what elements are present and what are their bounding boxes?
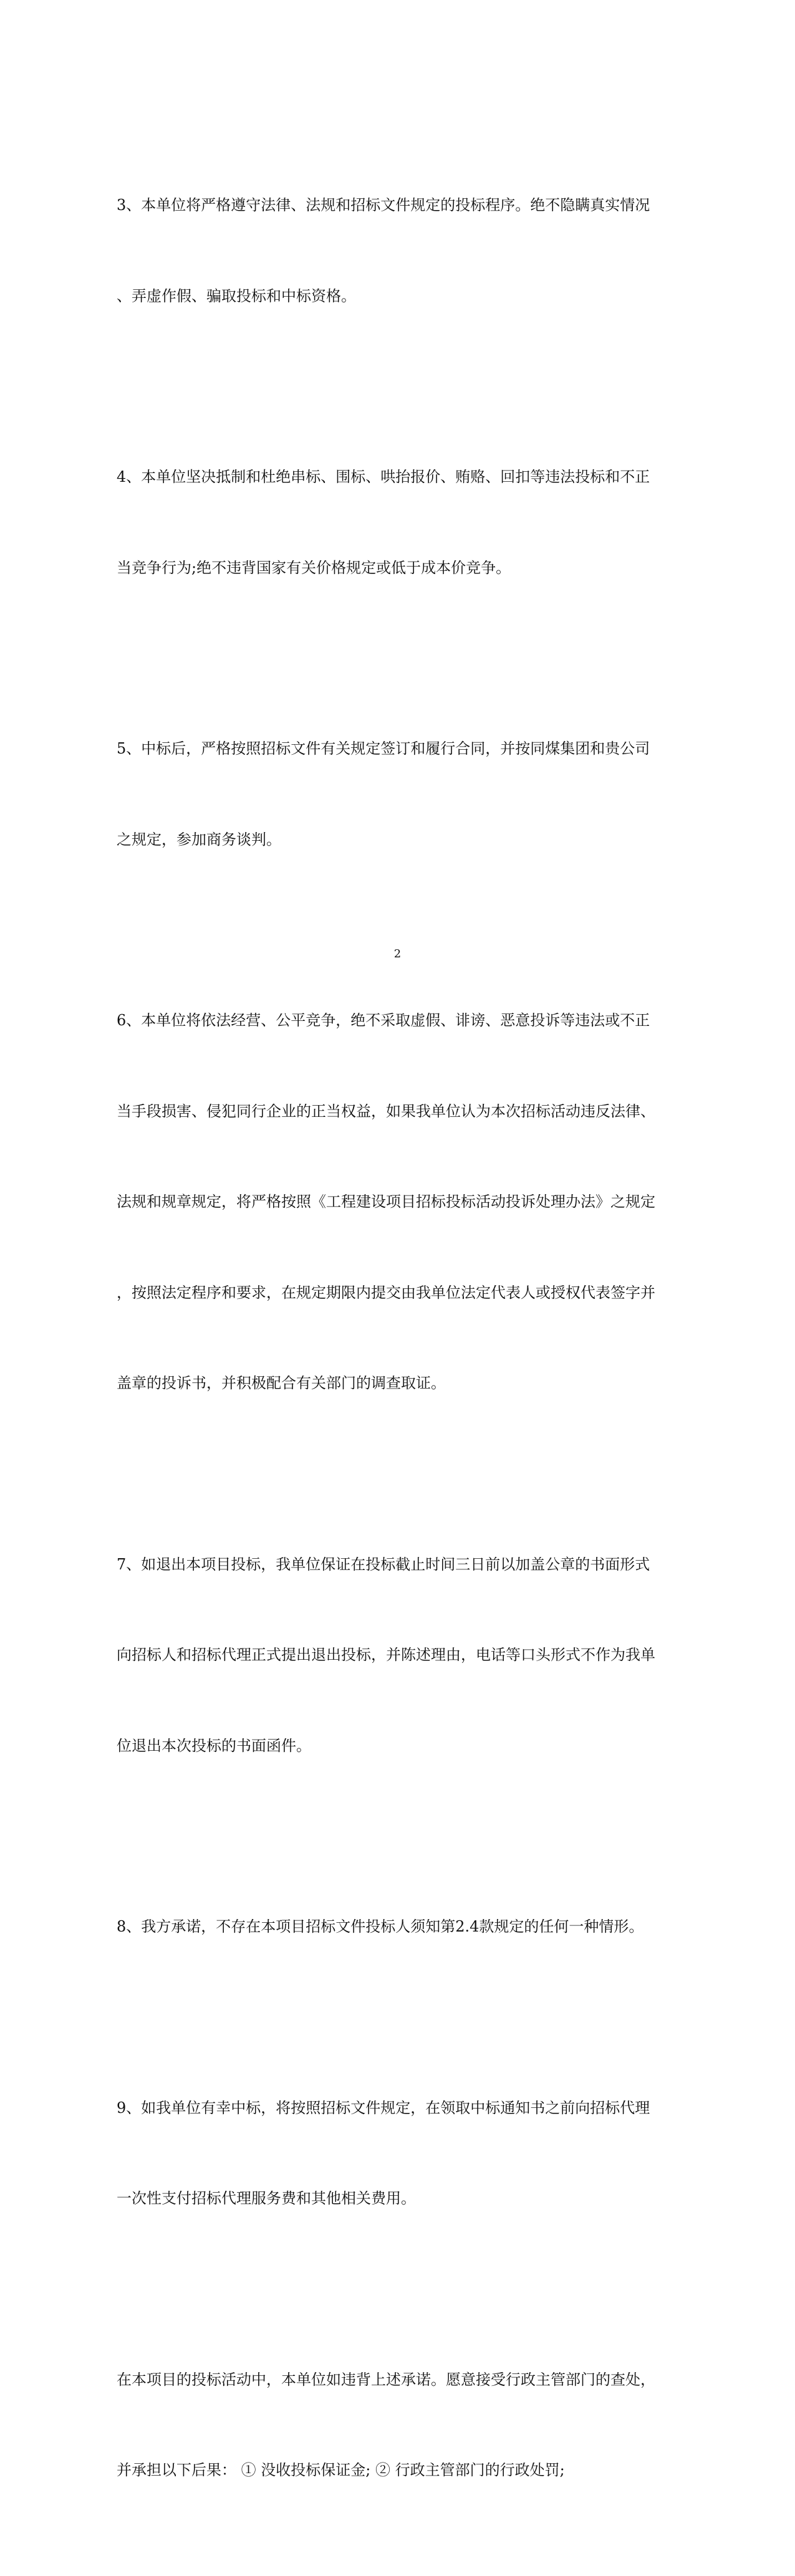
- document-body: [117, 130, 678, 2576]
- paragraph-clause-3: [117, 130, 678, 371]
- paragraph-clause-7: [117, 1489, 678, 1822]
- text-line: 向招标人和招标代理正式提出退出投标，并陈述理由，电话等口头形式不作为我单: [117, 1646, 655, 1664]
- text-line: 在本项目的投标活动中，本单位如违背上述承诺。愿意接受行政主管部门的查处，: [117, 2370, 655, 2388]
- text-line: 法规和规章规定，将严格按照《工程建设项目招标投标活动投诉处理办法》之规定: [117, 1193, 655, 1210]
- text-line: 6、本单位将依法经营、公平竞争，绝不采取虚假、诽谤、恶意投诉等违法或不正: [117, 1012, 650, 1029]
- text-line: ，按照法定程序和要求，在规定期限内提交由我单位法定代表人或授权代表签字并: [117, 1283, 655, 1301]
- paragraph-consequences: [117, 2304, 678, 2546]
- text-line: 当手段损害、侵犯同行企业的正当权益，如果我单位认为本次招标活动违反法律、: [117, 1102, 655, 1120]
- text-line: 4、本单位坚决抵制和杜绝串标、围标、哄抬报价、贿赂、回扣等违法投标和不正: [117, 468, 650, 486]
- text-line: 7、如退出本项目投标，我单位保证在投标截止时间三日前以加盖公章的书面形式: [117, 1555, 650, 1573]
- paragraph-clause-6: [117, 945, 678, 1459]
- text-line: 5、中标后，严格按照招标文件有关规定签订和履行合同，并按同煤集团和贵公司: [117, 740, 650, 757]
- text-line: 一次性支付招标代理服务费和其他相关费用。: [117, 2190, 416, 2207]
- paragraph-clause-8: [117, 1851, 678, 2003]
- text-line: 9、如我单位有幸中标，将按照招标文件规定，在领取中标通知书之前向招标代理: [117, 2099, 650, 2117]
- paragraph-clause-9: [117, 2033, 678, 2274]
- text-line: 、弄虚作假、骗取投标和中标资格。: [117, 287, 356, 305]
- paragraph-clause-5: [117, 673, 678, 915]
- page-number: 2: [393, 947, 402, 960]
- text-line: 之规定，参加商务谈判。: [117, 830, 281, 848]
- text-line: 3、本单位将严格遵守法律、法规和招标文件规定的投标程序。绝不隐瞒真实情况: [117, 196, 650, 214]
- text-line: 盖章的投诉书，并积极配合有关部门的调查取证。: [117, 1374, 446, 1392]
- text-line: 位退出本次投标的书面函件。: [117, 1736, 311, 1755]
- text-line: 8、我方承诺，不存在本项目招标文件投标人须知第2.4款规定的任何一种情形。: [117, 1918, 644, 1935]
- text-line: 当竞争行为;绝不违背国家有关价格规定或低于成本价竞争。: [117, 558, 511, 577]
- paragraph-clause-4: [117, 401, 678, 643]
- text-line: 并承担以下后果： ① 没收投标保证金; ② 行政主管部门的行政处罚;: [117, 2461, 565, 2479]
